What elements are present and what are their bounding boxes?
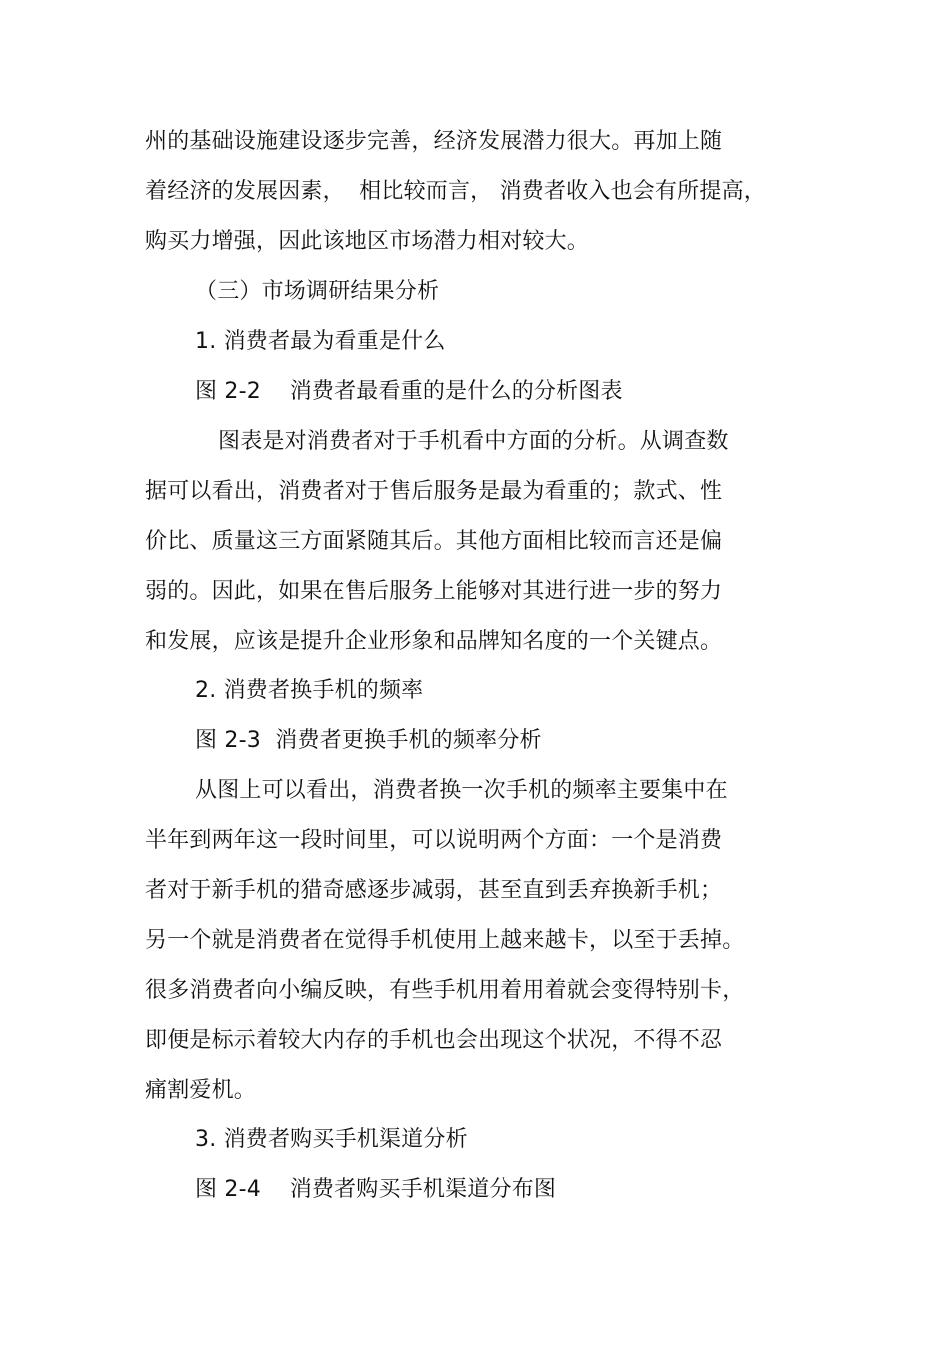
paragraph-line: 价比、质量这三方面紧随其后。其他方面相比较而言还是偏 bbox=[145, 529, 723, 554]
paragraph-line: 和发展，应该是提升企业形象和品牌知名度的一个关键点。 bbox=[145, 629, 723, 654]
paragraph-line: 州的基础设施建设逐步完善，经济发展潜力很大。再加上随 bbox=[145, 129, 723, 154]
subsection-heading: 3. 消费者购买手机渠道分析 bbox=[195, 1127, 468, 1152]
paragraph-line: 据可以看出，消费者对于售后服务是最为看重的；款式、性 bbox=[145, 479, 723, 504]
paragraph-line: 图表是对消费者对于手机看中方面的分析。从调查数 bbox=[218, 429, 729, 454]
paragraph-line: 弱的。因此，如果在售后服务上能够对其进行进一步的努力 bbox=[145, 579, 723, 604]
paragraph-line: 痛割爱机。 bbox=[145, 1078, 257, 1103]
section-heading: （三）市场调研结果分析 bbox=[195, 279, 440, 304]
paragraph-line: 很多消费者向小编反映，有些手机用着用着就会变得特别卡， bbox=[145, 978, 745, 1003]
paragraph-line: 着经济的发展因素， 相比较而言， 消费者收入也会有所提高， bbox=[145, 179, 766, 204]
figure-caption: 图 2-4 消费者购买手机渠道分布图 bbox=[195, 1177, 557, 1202]
figure-caption: 图 2-2 消费者最看重的是什么的分析图表 bbox=[195, 379, 623, 404]
paragraph-line: 另一个就是消费者在觉得手机使用上越来越卡，以至于丢掉。 bbox=[145, 928, 745, 953]
paragraph-line: 者对于新手机的猎奇感逐步减弱，甚至直到丢弃换新手机； bbox=[145, 878, 723, 903]
paragraph-line: 购买力增强，因此该地区市场潜力相对较大。 bbox=[145, 229, 590, 254]
paragraph-line: 即便是标示着较大内存的手机也会出现这个状况，不得不忍 bbox=[145, 1028, 723, 1053]
figure-caption: 图 2-3 消费者更换手机的频率分析 bbox=[195, 728, 542, 753]
subsection-heading: 2. 消费者换手机的频率 bbox=[195, 678, 424, 703]
paragraph-line: 半年到两年这一段时间里，可以说明两个方面：一个是消费 bbox=[145, 828, 723, 853]
paragraph-line: 从图上可以看出，消费者换一次手机的频率主要集中在 bbox=[195, 778, 728, 803]
subsection-heading: 1. 消费者最为看重是什么 bbox=[195, 329, 446, 354]
